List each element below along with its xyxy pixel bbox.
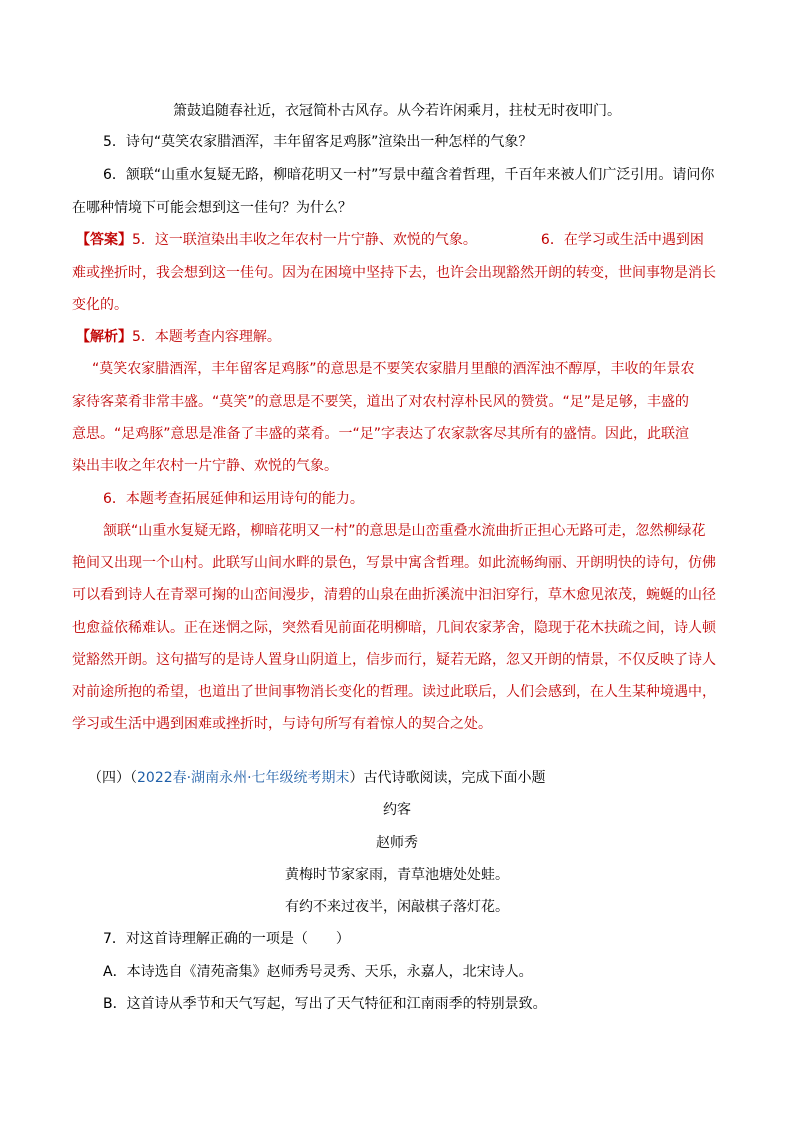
- section-heading: （四）（2022春·湖南永州·七年级统考期末）古代诗歌阅读，完成下面小题: [88, 770, 546, 786]
- analysis-p2-line-2: 艳间又出现一个山村。此联写山间水畔的景色，写景中寓含哲理。如此流畅绚丽、开朗明快的诗句，仿佛: [72, 555, 716, 571]
- analysis-p2-line-7: 学习或生活中遇到困难或挫折时，与诗句所写有着惊人的契合之处。: [72, 716, 492, 732]
- option-b: B．这首诗从季节和天气写起，写出了天气特征和江南雨季的特别景致。: [103, 996, 547, 1012]
- question-6-line-1: 6．颔联“山重水复疑无路，柳暗花明又一村”写景中蕴含着哲理，千百年来被人们广泛引用。请问你: [103, 167, 715, 183]
- answer-label: 【答案】: [76, 232, 132, 248]
- question-5: 5．诗句“莫笑农家腊酒浑，丰年留客足鸡豚”渲染出一种怎样的气象？: [103, 134, 533, 150]
- analysis-p2-line-3: 可以看到诗人在青翠可掬的山峦间漫步，清碧的山泉在曲折溪流中汩汩穿行，草木愈见浓茂，蜿蜒的山径: [72, 587, 716, 603]
- analysis-p1-line-2: 家待客菜肴非常丰盛。“莫笑”的意思是不要笑，道出了对农村淳朴民风的赞赏。“足”是足够，丰盛的: [72, 394, 690, 410]
- analysis-p2-line-1: 颔联“山重水复疑无路，柳暗花明又一村”的意思是山峦重叠水流曲折正担心无路可走，忽然柳绿花: [103, 523, 706, 539]
- answer-line-1: [76, 230, 704, 250]
- poem-line-2: 有约不来过夜半，闲敲棋子落灯花。: [285, 899, 509, 915]
- poem-line: 箫鼓追随春社近，衣冠简朴古风存。从今若许闲乘月，拄杖无时夜叩门。: [173, 103, 621, 119]
- analysis-head-5: 5．本题考查内容理解。: [132, 329, 281, 345]
- poem-title: 约客: [383, 802, 411, 818]
- analysis-p2-line-6: 对前途所抱的希望，也道出了世间事物消长变化的哲理。读过此联后，人们会感到，在人生某种境遇中，: [72, 684, 716, 700]
- poem-author: 赵师秀: [376, 835, 418, 851]
- answer-line-2: 难或挫折时，我会想到这一佳句。因为在困境中坚持下去，也许会出现豁然开朗的转变，世间事物是消长: [72, 265, 716, 281]
- poem-line-1: 黄梅时节家家雨，青草池塘处处蛙。: [285, 867, 509, 883]
- analysis-p2-line-4: 也愈益依稀难认。正在迷惘之际，突然看见前面花明柳暗，几间农家茅舍，隐现于花木扶疏之间，诗人顿: [72, 620, 716, 636]
- question-6-line-2: 在哪种情境下可能会想到这一佳句？为什么？: [72, 200, 352, 216]
- analysis-label: 【解析】: [76, 329, 132, 345]
- analysis-p2-line-5: 觉豁然开朗。这句描写的是诗人置身山阴道上，信步而行，疑若无路，忽又开朗的情景，不仅反映了诗人: [72, 652, 716, 668]
- analysis-p1-line-4: 染出丰收之年农村一片宁静、欢悦的气象。: [72, 458, 338, 474]
- analysis-p1-line-3: 意思。“足鸡豚”意思是准备了丰盛的菜肴。一“足”字表达了农家款客尽其所有的盛情。因此，此联渲: [72, 426, 690, 442]
- answer-line-3: 变化的。: [72, 297, 128, 313]
- source-tag: 2022春·湖南永州·七年级统考期末: [137, 770, 350, 786]
- analysis-head: [76, 327, 281, 347]
- answer-5: 5．这一联渲染出丰收之年农村一片宁静、欢悦的气象。: [132, 232, 477, 248]
- answer-6-start: 6．在学习或生活中遇到困: [540, 232, 704, 248]
- analysis-head-6: 6．本题考查拓展延伸和运用诗句的能力。: [103, 491, 364, 507]
- analysis-p1-line-1: “莫笑农家腊酒浑，丰年留客足鸡豚”的意思是不要笑农家腊月里酿的酒浑浊不醇厚，丰收的年景农: [92, 361, 695, 377]
- question-7: 7．对这首诗理解正确的一项是（ ）: [103, 931, 350, 947]
- option-a: A．本诗选自《清苑斋集》赵师秀号灵秀、天乐，永嘉人，北宋诗人。: [103, 964, 533, 980]
